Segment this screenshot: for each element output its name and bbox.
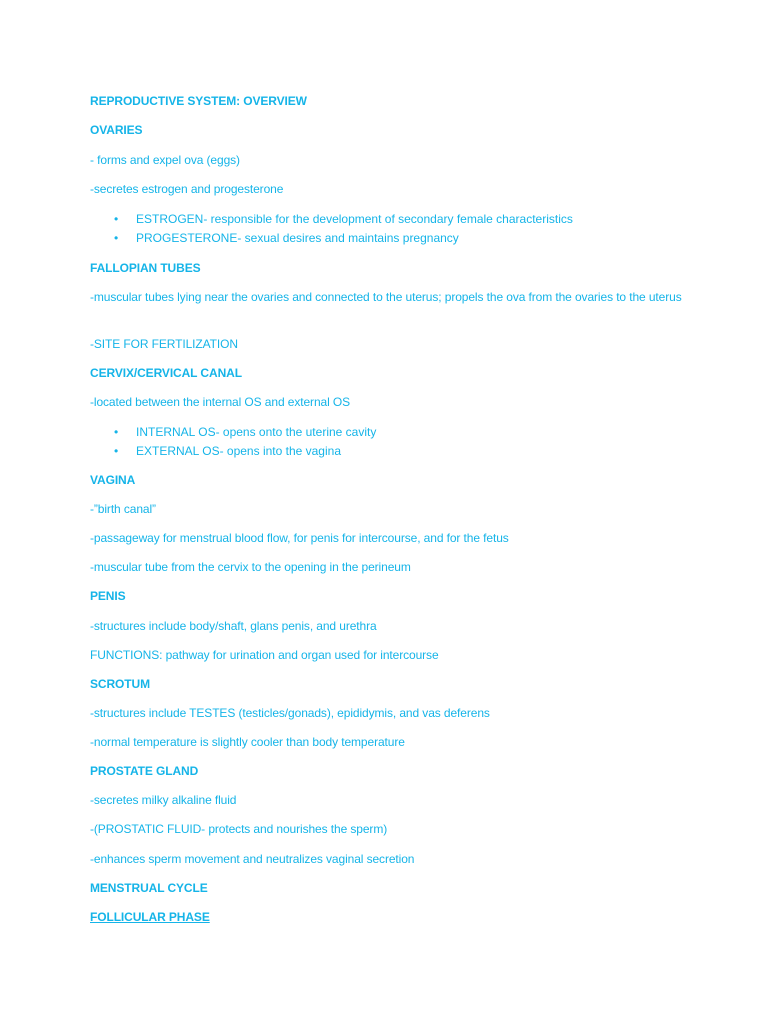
prostate-line-2: -(PROSTATIC FLUID- protects and nourishes the sperm) xyxy=(90,822,388,836)
prostate-heading: PROSTATE GLAND xyxy=(90,764,199,778)
bullet-glyph: • xyxy=(114,425,119,439)
prostate-line-3: -enhances sperm movement and neutralizes vaginal secretion xyxy=(90,852,415,866)
follicular-phase-subheading: FOLLICULAR PHASE xyxy=(90,910,210,924)
document-title: REPRODUCTIVE SYSTEM: OVERVIEW xyxy=(90,94,307,108)
ovaries-line-1: - forms and expel ova (eggs) xyxy=(90,153,240,167)
fallopian-line-1: -muscular tubes lying near the ovaries and connected to the uterus; propels the ova from the ovaries to the uterus xyxy=(90,290,682,304)
menstrual-heading: MENSTRUAL CYCLE xyxy=(90,881,208,895)
fallopian-line-2: -SITE FOR FERTILIZATION xyxy=(90,337,238,351)
bullet-text: INTERNAL OS- opens onto the uterine cavity xyxy=(136,425,377,439)
bullet-text: PROGESTERONE- sexual desires and maintains pregnancy xyxy=(136,231,459,245)
vagina-line-2: -passageway for menstrual blood flow, for penis for intercourse, and for the fetus xyxy=(90,531,509,545)
prostate-line-1: -secretes milky alkaline fluid xyxy=(90,793,237,807)
ovaries-line-2: -secretes estrogen and progesterone xyxy=(90,182,284,196)
scrotum-heading: SCROTUM xyxy=(90,677,150,691)
vagina-line-1: -”birth canal” xyxy=(90,502,156,516)
cervix-line-1: -located between the internal OS and external OS xyxy=(90,395,351,409)
vagina-heading: VAGINA xyxy=(90,473,136,487)
vagina-line-3: -muscular tube from the cervix to the opening in the perineum xyxy=(90,560,411,574)
bullet-text: ESTROGEN- responsible for the development of secondary female characteristics xyxy=(136,212,573,226)
scrotum-line-2: -normal temperature is slightly cooler than body temperature xyxy=(90,735,405,749)
scrotum-line-1: -structures include TESTES (testicles/gonads), epididymis, and vas deferens xyxy=(90,706,490,720)
penis-line-1: -structures include body/shaft, glans penis, and urethra xyxy=(90,619,377,633)
document-page xyxy=(90,0,690,1024)
fallopian-heading: FALLOPIAN TUBES xyxy=(90,261,201,275)
bullet-glyph: • xyxy=(114,444,119,458)
ovaries-heading: OVARIES xyxy=(90,123,143,137)
bullet-glyph: • xyxy=(114,212,119,226)
penis-heading: PENIS xyxy=(90,589,126,603)
bullet-text: EXTERNAL OS- opens into the vagina xyxy=(136,444,341,458)
bullet-glyph: • xyxy=(114,231,119,245)
cervix-heading: CERVIX/CERVICAL CANAL xyxy=(90,366,242,380)
penis-line-2: FUNCTIONS: pathway for urination and organ used for intercourse xyxy=(90,648,439,662)
